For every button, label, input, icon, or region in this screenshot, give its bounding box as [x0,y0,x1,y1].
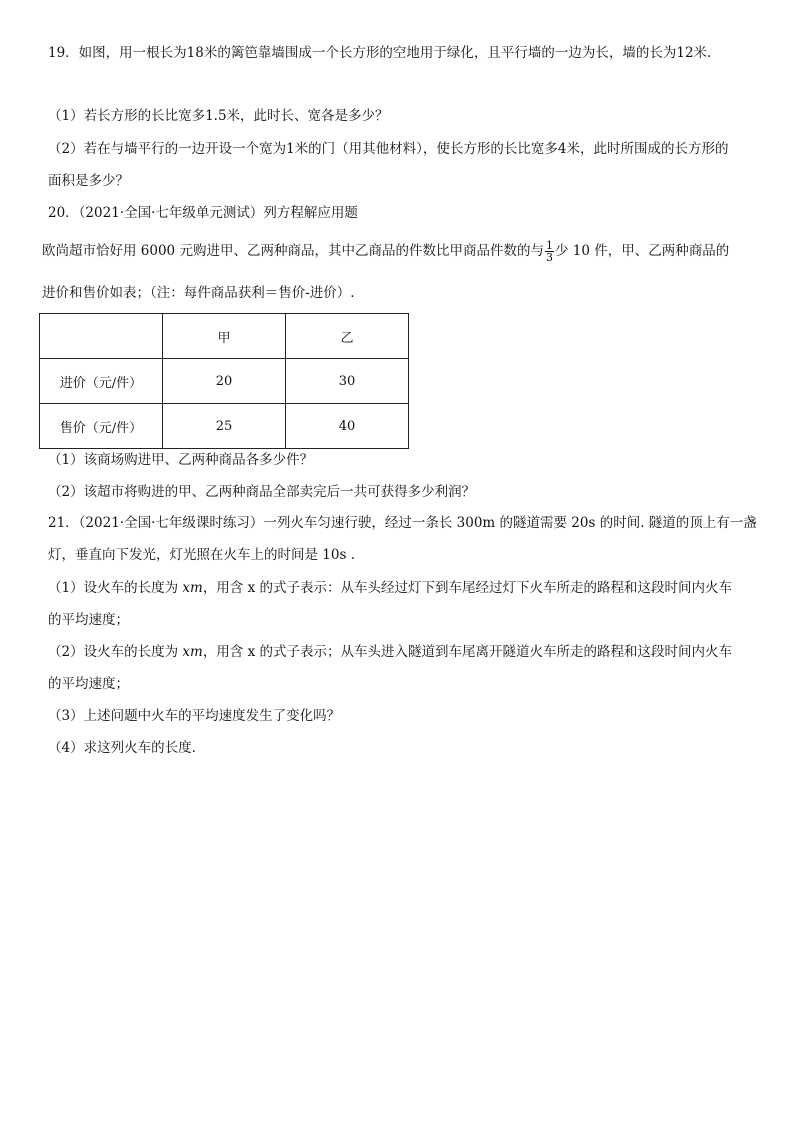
table-cell: 30 [286,359,409,404]
q21-part3: （3）上述问题中火车的平均速度发生了变化吗？ [48,708,341,724]
table-row [40,404,409,449]
table-row [40,359,409,404]
variable-xm: xm [182,580,203,596]
table-cell: 20 [163,359,286,404]
table-header-cell: 乙 [286,314,409,359]
fraction-denominator: 3 [545,251,553,264]
q20-stem-line1 [42,240,729,263]
q21-part1-line2: 的平均速度； [48,612,129,628]
q21-part1-text2: ，用含 x 的式子表示：从车头经过灯下到车尾经过灯下火车所走的路程和这段时间内火车 [202,580,733,596]
q21-part2-line2: 的平均速度； [48,676,129,692]
q20-header: 20．（2021·全国·七年级单元测试）列方程解应用题 [48,205,358,221]
table-cell: 进价（元/件） [40,359,163,404]
q19-part2-line1: （2）若在与墙平行的一边开设一个宽为1米的门（用其他材料），使长方形的长比宽多4米，此时所围成的长方形的 [48,141,729,157]
q21-part1-text1: （1）设火车的长度为 [48,580,183,596]
q19-stem: 19．如图，用一根长为18米的篱笆靠墙围成一个长方形的空地用于绿化，且平行墙的一边为长，墙的长为12米. [48,45,712,61]
variable-xm: xm [182,644,203,660]
q20-part2: （2）该超市将购进的甲、乙两种商品全部卖完后一共可获得多少利润？ [48,484,476,500]
fraction-numerator: 1 [545,239,553,252]
q21-part1-line1 [48,578,732,598]
q19-part1: （1）若长方形的长比宽多1.5米，此时长、宽各是多少？ [48,108,389,124]
q21-part2-text2: ，用含 x 的式子表示；从车头进入隧道到车尾离开隧道火车所走的路程和这段时间内火车 [202,644,733,660]
price-table [39,313,409,449]
table-header-cell [40,314,163,359]
q21-part4: （4）求这列火车的长度. [48,740,196,756]
table-cell: 25 [163,404,286,449]
q19-part2-line2: 面积是多少？ [48,173,129,189]
table-header-row [40,314,409,359]
fraction-one-third [545,240,554,263]
q21-stem-line2: 灯，垂直向下发光，灯光照在火车上的时间是 10s . [48,547,355,563]
q20-part1: （1）该商场购进甲、乙两种商品各多少件？ [48,452,314,468]
q21-stem-line1: 21．（2021·全国·七年级课时练习）一列火车匀速行驶，经过一条长 300m 的隧道需要 20s 的时间. 隧道的顶上有一盏 [48,515,757,531]
q20-stem-line2: 进价和售价如表；（注：每件商品获利＝售价-进价）. [42,285,355,301]
q21-part2-line1 [48,642,732,662]
q20-stem-text2: 少 10 件，甲、乙两种商品的 [554,243,730,259]
q21-part2-text1: （2）设火车的长度为 [48,644,183,660]
table-cell: 40 [286,404,409,449]
table-cell: 售价（元/件） [40,404,163,449]
q20-stem-text1: 欧尚超市恰好用 6000 元购进甲、乙两种商品，其中乙商品的件数比甲商品件数的与 [42,243,544,259]
table-header-cell: 甲 [163,314,286,359]
